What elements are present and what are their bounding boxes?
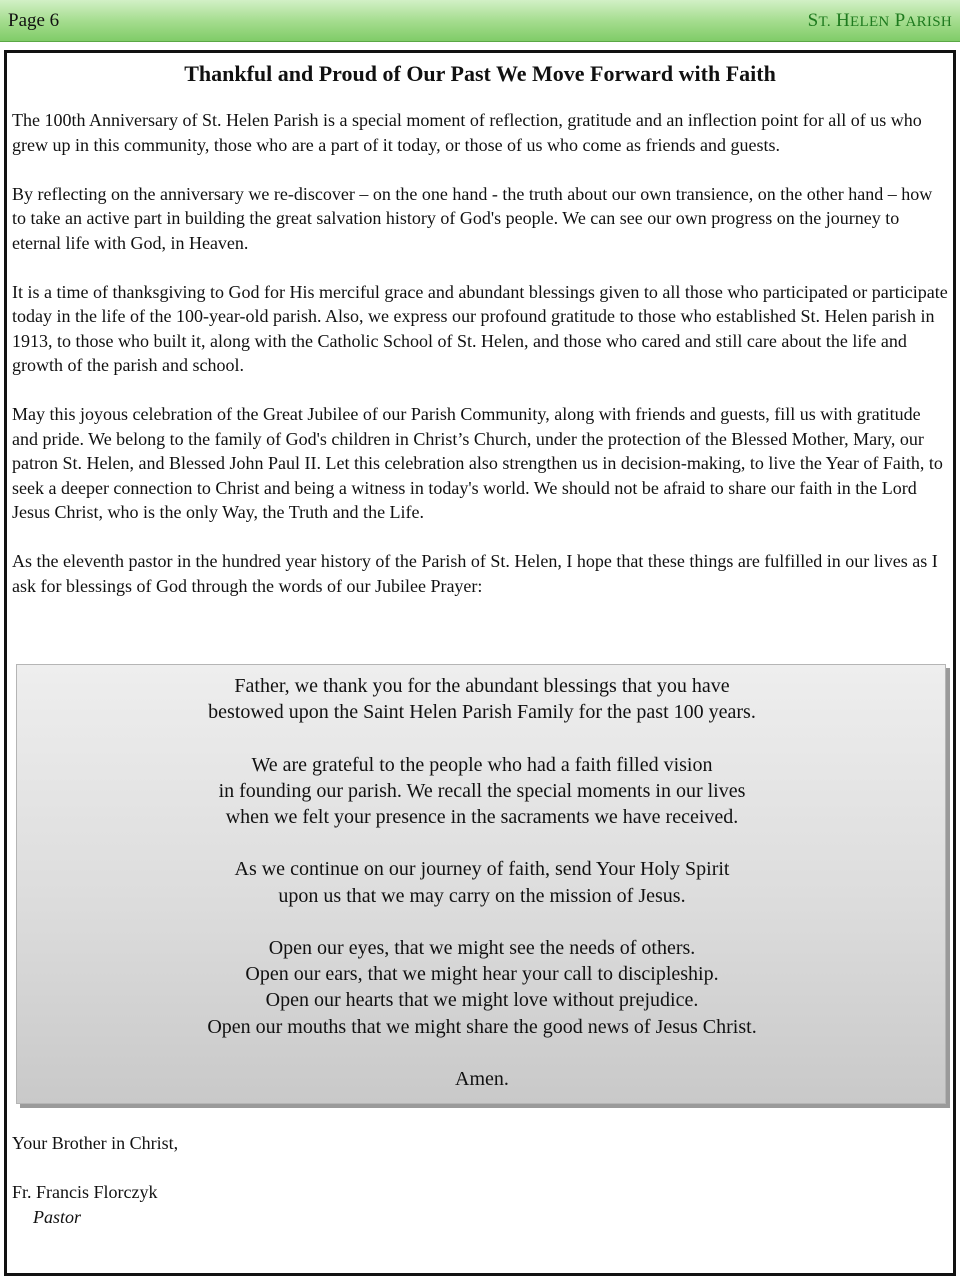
parish-helen-initial: H <box>835 10 851 31</box>
parish-st-initial: S <box>807 10 819 31</box>
parish-parish-rest: ARISH <box>905 14 952 30</box>
prayer-line: Open our hearts that we might love without prejudice. <box>265 989 699 1012</box>
paragraph-3: It is a time of thanksgiving to God for His merciful grace and abundant blessings given to all those who participated or participate today in the life of the 100-year-old parish. Also, we express our profound gratitude to those who established St. Helen parish in 1913, to those who built it, along with the Catholic School of St. Helen, and those who cared and still care about the life and growth of the parish and school. <box>12 281 948 375</box>
paragraph-4: May this joyous celebration of the Great Jubilee of our Parish Community, along with friends and guests, fill us with gratitude and pride. We belong to the family of God's children in Christ’s Church, under the protection of the Blessed Mother, Mary, our patron St. Helen, and Blessed John Paul II. Let this celebration also strengthen us in decision-making, to live the Year of Faith, to seek a deeper connection to Christ and being a witness in today's world. We should not be afraid to share our faith in the Lord Jesus Christ, who is the only Way, the Truth and the Life. <box>12 404 943 522</box>
prayer-line: Open our eyes, that we might see the needs of others. <box>268 936 696 959</box>
jubilee-prayer <box>17 673 947 1118</box>
article-body <box>12 108 948 623</box>
jubilee-prayer-box <box>16 664 946 1104</box>
prayer-line: We are grateful to the people who had a faith filled vision <box>251 753 713 776</box>
parish-name <box>808 10 952 32</box>
signature-name: Fr. Francis Florczyk <box>12 1182 158 1202</box>
article-title: Thankful and Proud of Our Past We Move Forward with Faith <box>184 61 776 86</box>
signature-title: Pastor <box>33 1207 82 1227</box>
prayer-stanza-3 <box>17 856 947 908</box>
prayer-stanza-2 <box>17 752 947 831</box>
prayer-line: As we continue on our journey of faith, send Your Holy Spirit <box>234 858 730 881</box>
prayer-line: Open our mouths that we might share the good news of Jesus Christ. <box>207 1015 757 1038</box>
prayer-amen-stanza <box>17 1066 947 1092</box>
letter-closing: Your Brother in Christ, <box>12 1133 179 1153</box>
paragraph-1: The 100th Anniversary of St. Helen Parish is a special moment of reflection, gratitude and an inflection point for all of us who grew up in this community, those who are a part of it today, or those of us who come as friends and guests. <box>12 110 922 155</box>
prayer-line: when we felt your presence in the sacraments we have received. <box>225 806 739 828</box>
prayer-line: Father, we thank you for the abundant blessings that you have <box>234 675 730 697</box>
prayer-amen: Amen. <box>455 1067 509 1090</box>
page-header <box>0 0 960 42</box>
prayer-line: bestowed upon the Saint Helen Parish Family for the past 100 years. <box>208 701 756 724</box>
parish-parish-initial: P <box>894 10 906 31</box>
prayer-line: Open our ears, that we might hear your call to discipleship. <box>245 963 719 986</box>
prayer-stanza-4 <box>17 935 947 1040</box>
prayer-line: upon us that we may carry on the mission of Jesus. <box>278 884 686 907</box>
paragraph-5: As the eleventh pastor in the hundred year history of the Parish of St. Helen, I hope that these things are fulfilled in our lives as I ask for blessings of God through the words of our Jubilee Prayer: <box>12 551 938 596</box>
parish-st-rest: T. <box>818 14 831 30</box>
page-number: Page 6 <box>8 10 60 31</box>
prayer-stanza-1 <box>17 673 947 725</box>
parish-helen-rest: ELEN <box>850 14 890 30</box>
prayer-line: in founding our parish. We recall the special moments in our lives <box>218 779 746 802</box>
paragraph-2: By reflecting on the anniversary we re-discover – on the one hand - the truth about our own transience, on the other hand – how to take an active part in building the great salvation history of God's people. We can see our own progress on the journey to eternal life with God, in Heaven. <box>12 183 933 253</box>
